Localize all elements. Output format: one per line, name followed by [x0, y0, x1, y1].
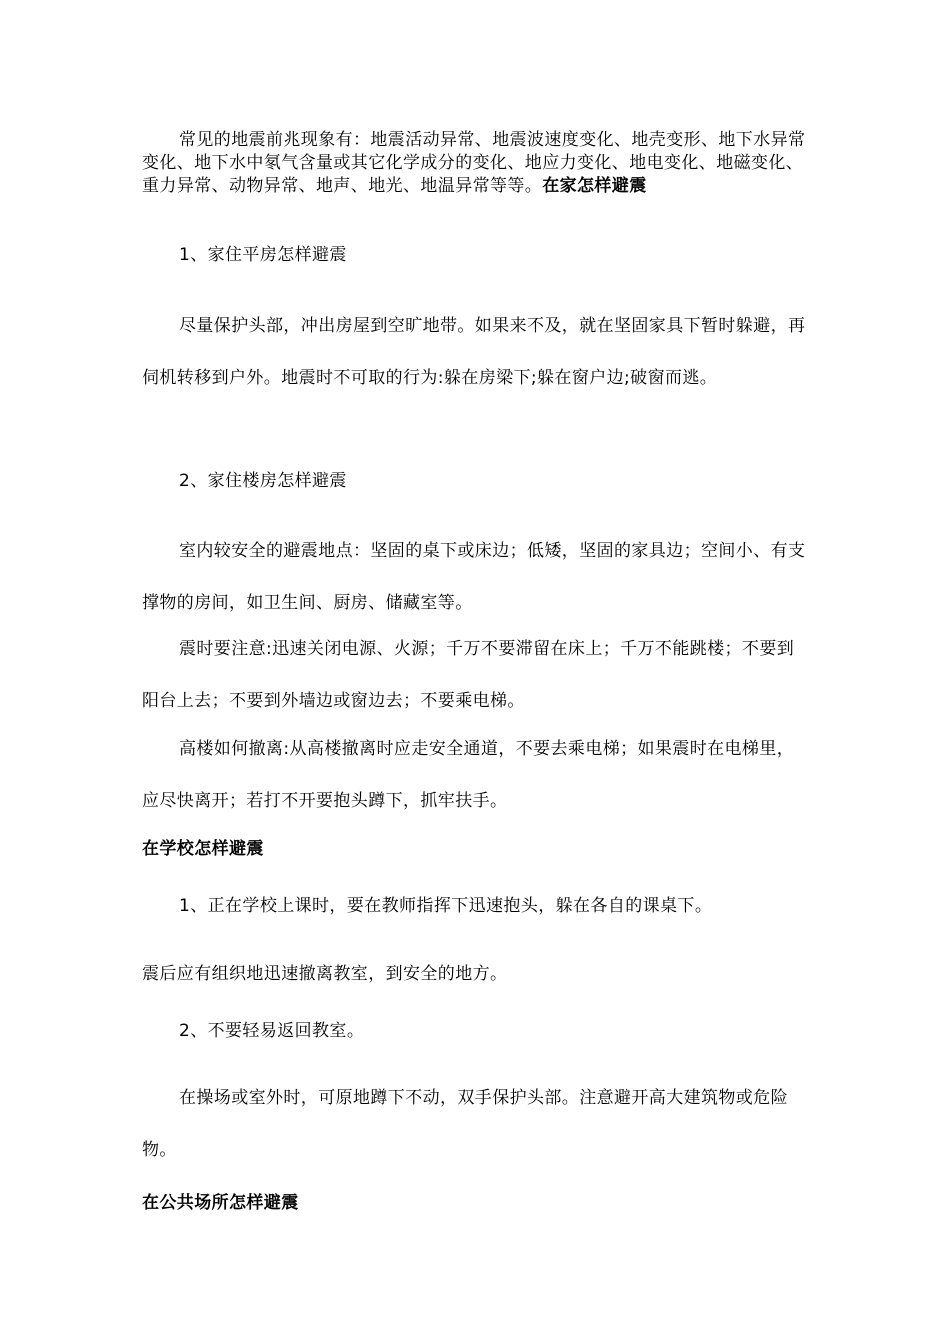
- public-heading: 在公共场所怎样避震: [142, 1193, 299, 1213]
- home-1-text: 尽量保护头部，冲出房屋到空旷地带。如果来不及，就在坚固家具下暂时躲避，再伺机转移到户外。地震时不可取的行为:躲在房梁下;躲在窗户边;破窗而逃。: [142, 316, 806, 388]
- school-1-text: 震后应有组织地迅速撤离教室，到安全的地方。: [142, 964, 508, 984]
- intro-heading: 在家怎样避震: [542, 176, 647, 196]
- home-1-title: 1、家住平房怎样避震: [179, 245, 347, 265]
- school-2-text: 在操场或室外时，可原地蹲下不动，双手保护头部。注意避开高大建筑物或危险物。: [142, 1088, 788, 1160]
- home-2-text-c: 高楼如何撤离:从高楼撤离时应走安全通道，不要去乘电梯；如果震时在电梯里，应尽快离开；若打不开要抱头蹲下，抓牢扶手。: [142, 739, 795, 811]
- intro-text: 常见的地震前兆现象有：地震活动异常、地震波速度变化、地壳变形、地下水异常变化、地下水中氡气含量或其它化学成分的变化、地应力变化、地电变化、地磁变化、重力异常、动物异常、地声、地光、地温异常等等。: [142, 130, 806, 196]
- home-2-text-b: 震时要注意:迅速关闭电源、火源；千万不要滞留在床上；千万不能跳楼；不要到阳台上去；不要到外墙边或窗边去；不要乘电梯。: [142, 639, 795, 711]
- school-1-title: 1、正在学校上课时，要在教师指挥下迅速抱头，躲在各自的课桌下。: [179, 896, 713, 916]
- school-2-title: 2、不要轻易返回教室。: [179, 1021, 365, 1041]
- intro-paragraph: [142, 129, 810, 198]
- home-2-title: 2、家住楼房怎样避震: [179, 471, 347, 491]
- home-2-text-a: 室内较安全的避震地点：坚固的桌下或床边；低矮，坚固的家具边；空间小、有支撑物的房间，如卫生间、厨房、储藏室等。: [142, 541, 806, 613]
- school-heading: 在学校怎样避震: [142, 839, 264, 859]
